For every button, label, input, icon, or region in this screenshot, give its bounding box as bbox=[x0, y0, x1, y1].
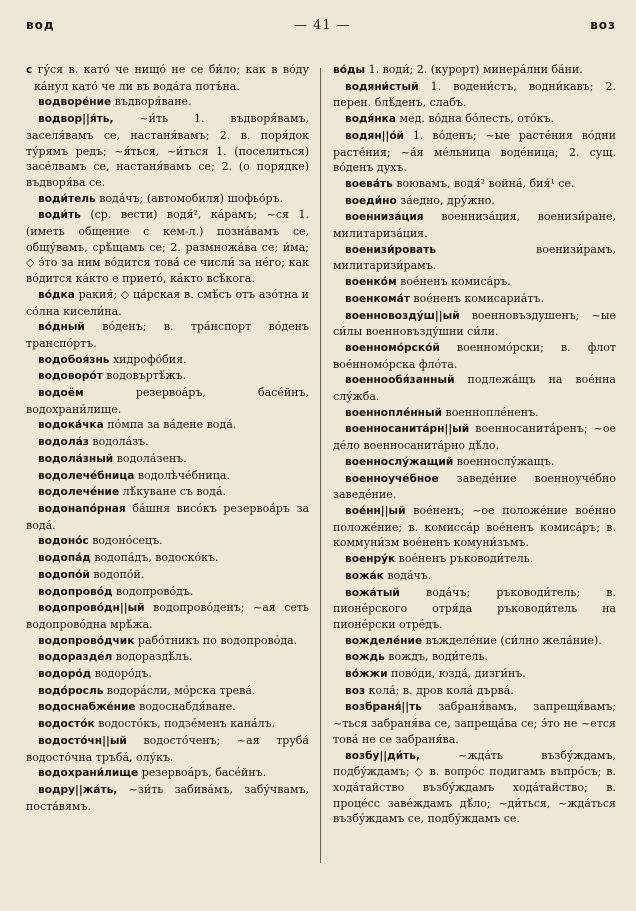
headword: военномо́рско́й bbox=[345, 341, 440, 354]
dictionary-entry: водоно́с водоно́сецъ. bbox=[38, 534, 163, 548]
headword: водосто́к bbox=[38, 718, 95, 731]
dictionary-entry: с гу́ся в. като́ че нищо́ не се би́ло; как в во́ду ка́нул като́ че ли въ вода́та потъ́на. bbox=[26, 63, 309, 93]
headword: во́дка bbox=[38, 288, 75, 301]
headword: водола́зный bbox=[38, 452, 114, 465]
headword: военниза́ция bbox=[345, 211, 424, 224]
dictionary-entry: водока́чка по́мпа за ва́дене вода́. bbox=[38, 418, 237, 432]
headword: вожделе́ние bbox=[345, 634, 423, 647]
dictionary-entry: водола́зный водола́зенъ. bbox=[38, 451, 187, 465]
headword: военноуче́бное bbox=[345, 472, 439, 485]
headword: военнослу́жащий bbox=[345, 455, 454, 468]
headword: водворе́ние bbox=[38, 96, 112, 109]
headword: водоро́д bbox=[38, 668, 92, 681]
headword: воз bbox=[345, 684, 366, 697]
headword: водоно́с bbox=[38, 535, 89, 548]
headword: водопрово́д bbox=[38, 585, 113, 598]
dictionary-entry: водоём резервоа́ръ, басе́йнъ, водохрани́лище. bbox=[26, 386, 309, 416]
headword: водя́нка bbox=[345, 113, 396, 126]
dictionary-entry: водяни́стый 1. водени́стъ, водни́кавъ; 2. перен. блѣ́денъ, слабъ. bbox=[333, 79, 616, 110]
headword: военнопле́нный bbox=[345, 406, 442, 419]
dictionary-entry: вожа́тый вода́чъ; ръководи́тель; в. пионе́рского отря́да ръководи́тель на пионе́рски отре́дъ. bbox=[333, 585, 616, 631]
headword: вождь bbox=[345, 651, 385, 664]
dictionary-entry: воз кола́; в. дров кола́ дърва́. bbox=[345, 683, 514, 697]
dictionary-entry: водосто́к водосто́къ, подзе́менъ кана́лъ. bbox=[38, 717, 276, 731]
headword: военнообя́занный bbox=[345, 374, 455, 387]
dictionary-entry: возбраня́||ть забраня́вамъ, запрещя́вамъ; ~ться забраня́ва се, запреща́ва се; э́то не ~ется това́ не се забраня́ва. bbox=[333, 700, 616, 746]
page-header bbox=[26, 18, 616, 42]
dictionary-entry: вожделе́ние въжделе́ние (си́лно жела́ние). bbox=[345, 633, 602, 647]
page-number: — 41 — bbox=[293, 18, 351, 33]
dictionary-entry: военновозду́ш||ый военновъздушенъ; ~ые си́лы военновъзду́шни си́ли. bbox=[333, 308, 616, 339]
dictionary-entry: военносанита́рн||ый военносанита́ренъ; ~ое де́ло военносанита́рно дѣ́ло. bbox=[333, 422, 616, 453]
headword: возбраня́||ть bbox=[345, 701, 422, 714]
left-column bbox=[26, 62, 309, 827]
headword: водоём bbox=[38, 387, 84, 400]
headword: води́ть bbox=[38, 209, 81, 222]
dictionary-entry: водо́росль водора́сли, мо́рска трева́. bbox=[38, 683, 256, 697]
headword: вожа́к bbox=[345, 569, 384, 582]
dictionary-entry: во́жжи пово́ди, юзда́, дизги́нъ. bbox=[345, 667, 526, 681]
left-running-head: вод bbox=[26, 18, 55, 32]
right-running-head: воз bbox=[590, 18, 616, 32]
headword: водру||жа́ть, bbox=[38, 783, 118, 796]
column-divider bbox=[320, 68, 321, 863]
dictionary-entry: водопрово́дн||ый водопрово́денъ; ~ая сеть водопрово́дна мрѣ́жа. bbox=[26, 601, 309, 631]
headword: води́тель bbox=[38, 192, 96, 205]
dictionary-entry: водоро́д водоро́дъ. bbox=[38, 667, 152, 681]
dictionary-entry: водола́з водола́зъ. bbox=[38, 435, 149, 449]
dictionary-entry: водопрово́д водопрово́дъ. bbox=[38, 584, 194, 598]
headword: с bbox=[26, 64, 33, 76]
headword: военру́к bbox=[345, 553, 396, 566]
headword: военко́м bbox=[345, 276, 397, 289]
dictionary-entry: военнообя́занный подлежа́щъ на вое́нна слу́жба. bbox=[333, 373, 616, 404]
dictionary-entry: водоворо́т водовъртѣ́жъ. bbox=[38, 369, 187, 383]
headword: водопрово́дчик bbox=[38, 634, 135, 647]
dictionary-entry: военномо́рско́й военномо́рски; в. флот вое́нномо́рска фло́та. bbox=[333, 340, 616, 371]
dictionary-entry: водопа́д водопа́дъ, водоско́къ. bbox=[38, 551, 219, 565]
headword: водока́чка bbox=[38, 419, 104, 432]
headword: во́дный bbox=[38, 321, 85, 334]
headword: водоснабже́ние bbox=[38, 701, 136, 714]
right-column bbox=[333, 62, 616, 827]
headword: водопа́д bbox=[38, 552, 91, 565]
dictionary-entry: вождь вождъ, води́тель. bbox=[345, 650, 488, 664]
headword: водо́росль bbox=[38, 684, 104, 697]
headword: военкома́т bbox=[345, 292, 410, 305]
headword: вожа́тый bbox=[345, 586, 400, 599]
headword: возбу||ди́ть, bbox=[345, 749, 421, 762]
dictionary-entry: води́тель вода́чъ; (автомобиля) шофьо́ръ. bbox=[38, 191, 284, 205]
dictionary-entry: военниза́ция военниза́ция, военизи́ране, милитариза́ция. bbox=[333, 210, 616, 241]
dictionary-entry: воеди́но за́едно, дру́жно. bbox=[345, 193, 495, 207]
headword: водян||о́й bbox=[345, 129, 405, 142]
dictionary-entry: водобоя́знь хидрофо́бия. bbox=[38, 352, 187, 366]
dictionary-entry: водонапо́рная ба́шня висо́къ резервоа́ръ за вода́. bbox=[26, 501, 309, 532]
dictionary-entry: водопрово́дчик рабо́тникъ по водопрово́да. bbox=[38, 633, 298, 647]
dictionary-entry: водворе́ние въдворя́ване. bbox=[38, 95, 192, 109]
headword: воеди́но bbox=[345, 194, 397, 207]
dictionary-entry: водолече́ние лѣ́куване съ вода́. bbox=[38, 485, 227, 499]
dictionary-entry: водвор||я́ть, ~и́ть 1. въдворя́вамъ, заселя́вамъ се, настаня́вамъ; 2. в. поря́док ту́рямъ редъ; ~я́ться, ~и́ться 1. (поселиться) засе́лвамъ се, настаня́вамъ се; 2. (о порядке) въдворя́ва се. bbox=[26, 112, 309, 189]
dictionary-entry: вожа́к вода́чъ. bbox=[345, 568, 432, 582]
dictionary-entry: военизи́ровать военизи́рамъ, милитаризи́рамъ. bbox=[333, 242, 616, 273]
headword: водвор||я́ть, bbox=[38, 113, 114, 126]
headword: военносанита́рн||ый bbox=[345, 423, 470, 436]
dictionary-entry: военноуче́бное заведе́ние военноуче́бно заведе́ние. bbox=[333, 471, 616, 502]
dictionary-entry: вое́нн||ый вое́ненъ; ~ое положе́ние вое́нно положе́ние; в. комисса́р вое́ненъ комиса́ръ; в. коммуни́зм вое́ненъ комуни́зъмъ. bbox=[333, 503, 616, 550]
headword: военизи́ровать bbox=[345, 243, 437, 256]
dictionary-entry: водоснабже́ние водоснабдя́ване. bbox=[38, 700, 236, 714]
dictionary-entry: возбу||ди́ть, ~жда́ть възбу́ждамъ, подбу́ждамъ; ◇ в. вопро́с подигамъ въпро́съ; в. хода́тайство възбу́ждамъ хода́тайство; в. проце́сс заве́ждамъ дѣ́ло; ~ди́ться, ~жда́ться възбу́ждамъ се, подбу́ждамъ се. bbox=[333, 748, 616, 826]
dictionary-entry: военру́к вое́ненъ ръководи́тель. bbox=[345, 552, 534, 566]
dictionary-entry: военнопле́нный военнопле́ненъ. bbox=[345, 405, 539, 419]
dictionary-entry: во́дный во́денъ; в. тра́нспорт во́денъ транспо́ртъ. bbox=[26, 320, 309, 350]
headword: во́жжи bbox=[345, 668, 388, 681]
headword: водоворо́т bbox=[38, 370, 103, 383]
dictionary-entry: военко́м вое́ненъ комиса́ръ. bbox=[345, 275, 511, 289]
headword: водосто́чн||ый bbox=[38, 734, 127, 747]
headword: воева́ть bbox=[345, 177, 393, 190]
dictionary-entry: водя́нка мед. во́дна бо́лесть, ото́къ. bbox=[345, 112, 554, 126]
dictionary-entry: водохрани́лище резервоа́ръ, басе́йнъ. bbox=[38, 766, 267, 780]
dictionary-entry: водосто́чн||ый водосто́ченъ; ~ая труба́ водосто́чна тръба́, олу́къ. bbox=[26, 733, 309, 764]
headword: водяни́стый bbox=[345, 80, 419, 93]
dictionary-entry: водолече́бница водолѣче́бница. bbox=[38, 468, 230, 482]
headword: водопо́й bbox=[38, 568, 90, 581]
dictionary-entry: водопо́й водопо́й. bbox=[38, 567, 145, 581]
dictionary-entry: водян||о́й 1. во́денъ; ~ые расте́ния во́дни расте́ния; ~а́я ме́льница воде́ница; 2. сущ. во́денъ духъ. bbox=[333, 128, 616, 175]
dictionary-entry: военнослу́жащий военнослу́жащъ. bbox=[345, 454, 555, 468]
dictionary-entry: во́дка ракия́; ◇ ца́рская в. смѣ́съ отъ азо́тна и со́лна кисели́на. bbox=[26, 287, 309, 318]
dictionary-entry: водоразде́л водораздѣ́лъ. bbox=[38, 650, 193, 664]
headword: водоразде́л bbox=[38, 651, 113, 664]
dictionary-entry: водру||жа́ть, ~зи́ть забива́мъ, забу́чвамъ, поста́вямъ. bbox=[26, 782, 309, 813]
headword: водонапо́рная bbox=[38, 502, 126, 515]
headword: вое́нн||ый bbox=[345, 504, 406, 517]
headword: водола́з bbox=[38, 436, 89, 449]
columns bbox=[26, 62, 616, 827]
dictionary-entry: во́ды 1. води́; 2. (курорт) минера́лни ба́ни. bbox=[333, 63, 583, 76]
dictionary-entry: воева́ть воювамъ, водя́² война́, бия́¹ се. bbox=[345, 176, 575, 190]
headword: водолече́ние bbox=[38, 486, 120, 499]
headword: во́ды bbox=[333, 64, 366, 76]
headword: водобоя́знь bbox=[38, 353, 110, 366]
dictionary-entry: води́ть (ср. вести) водя́², ка́рамъ; ~ся 1. (иметь общение с кем-л.) позна́вамъ се, общу́вамъ, срѣ́щамъ се; 2. размножа́ва се; и́ма; ◇ э́то за ним во́дится това́ се числи́ за не́го; как во́дится ка́кто е прието́, ка́кто всѣ́кога. bbox=[26, 208, 309, 286]
headword: водопрово́дн||ый bbox=[38, 602, 145, 615]
dictionary-entry: военкома́т вое́ненъ комисариа́тъ. bbox=[345, 291, 545, 305]
headword: водохрани́лище bbox=[38, 767, 139, 780]
headword: военновозду́ш||ый bbox=[345, 309, 460, 322]
headword: водолече́бница bbox=[38, 469, 135, 482]
